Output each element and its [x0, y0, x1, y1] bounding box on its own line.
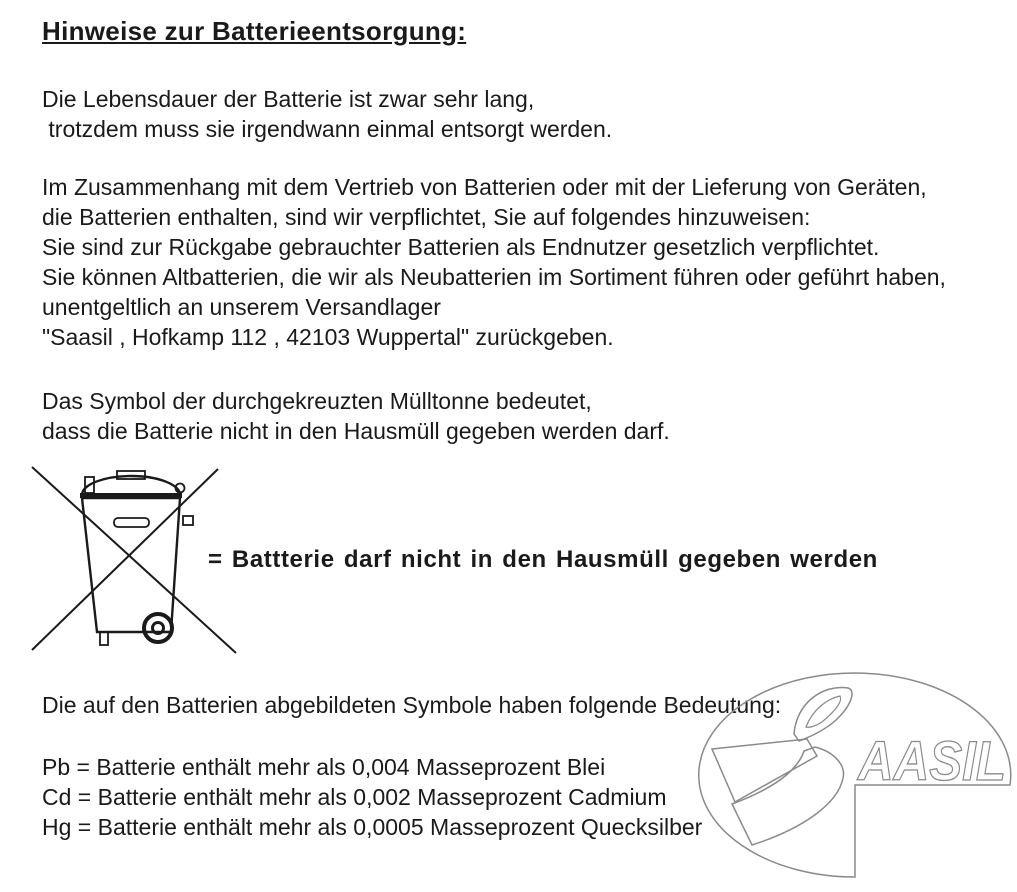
text-line: Das Symbol der durchgekreuzten Mülltonne bedeutet,	[42, 388, 592, 414]
substance-line-pb: Pb = Batterie enthält mehr als 0,004 Masseprozent Blei	[42, 754, 606, 780]
logo-wordmark: AASIL	[856, 729, 1006, 792]
text-line: Die Lebensdauer der Batterie ist zwar sehr lang,	[42, 86, 535, 112]
logo-swoosh-petal-icon	[794, 687, 852, 741]
saasil-logo	[695, 642, 1017, 892]
paragraph-battery-lifespan	[42, 84, 612, 144]
bin-wheel	[144, 614, 172, 642]
bin-caption: = Battterie darf nicht in den Hausmüll gegeben werden	[208, 546, 878, 573]
text-line: unentgeltlich an unserem Versandlager	[42, 294, 441, 320]
text-line: die Batterien enthalten, sind wir verpflichtet, Sie auf folgendes hinzuweisen:	[42, 204, 811, 230]
text-line: Die auf den Batterien abgebildeten Symbole haben folgende Bedeutung:	[42, 692, 782, 718]
bin-slot	[114, 518, 149, 527]
logo-swoosh-pennant-icon	[712, 739, 817, 802]
logo-swoosh-petal-inner	[806, 696, 841, 727]
text-line: Im Zusammenhang mit dem Vertrieb von Batterien oder mit der Lieferung von Geräten,	[42, 174, 927, 200]
text-line: trotzdem muss sie irgendwann einmal entsorgt werden.	[42, 116, 613, 142]
text-line: dass die Batterie nicht in den Hausmüll gegeben werden darf.	[42, 418, 670, 444]
page-title: Hinweise zur Batterieentsorgung:	[42, 16, 467, 46]
substance-line-cd: Cd = Batterie enthält mehr als 0,002 Masseprozent Cadmium	[42, 784, 667, 810]
paragraph-return-obligation	[42, 172, 946, 352]
logo-swoosh-tail-icon	[732, 747, 843, 845]
bin-side-tab	[183, 516, 193, 525]
text-line: Sie können Altbatterien, die wir als Neubatterien im Sortiment führen oder geführt haben,	[42, 264, 946, 290]
bin-foot	[100, 632, 108, 645]
text-line: Sie sind zur Rückgabe gebrauchter Batterien als Endnutzer gesetzlich verpflichtet.	[42, 234, 880, 260]
substance-line-hg: Hg = Batterie enthält mehr als 0,0005 Masseprozent Quecksilber	[42, 814, 703, 840]
paragraph-symbols-intro	[42, 690, 781, 720]
text-line-return-address: "Saasil , Hofkamp 112 , 42103 Wuppertal" zurückgeben.	[42, 324, 614, 350]
paragraph-symbol-meaning	[42, 386, 670, 446]
substance-threshold-list	[42, 752, 702, 842]
